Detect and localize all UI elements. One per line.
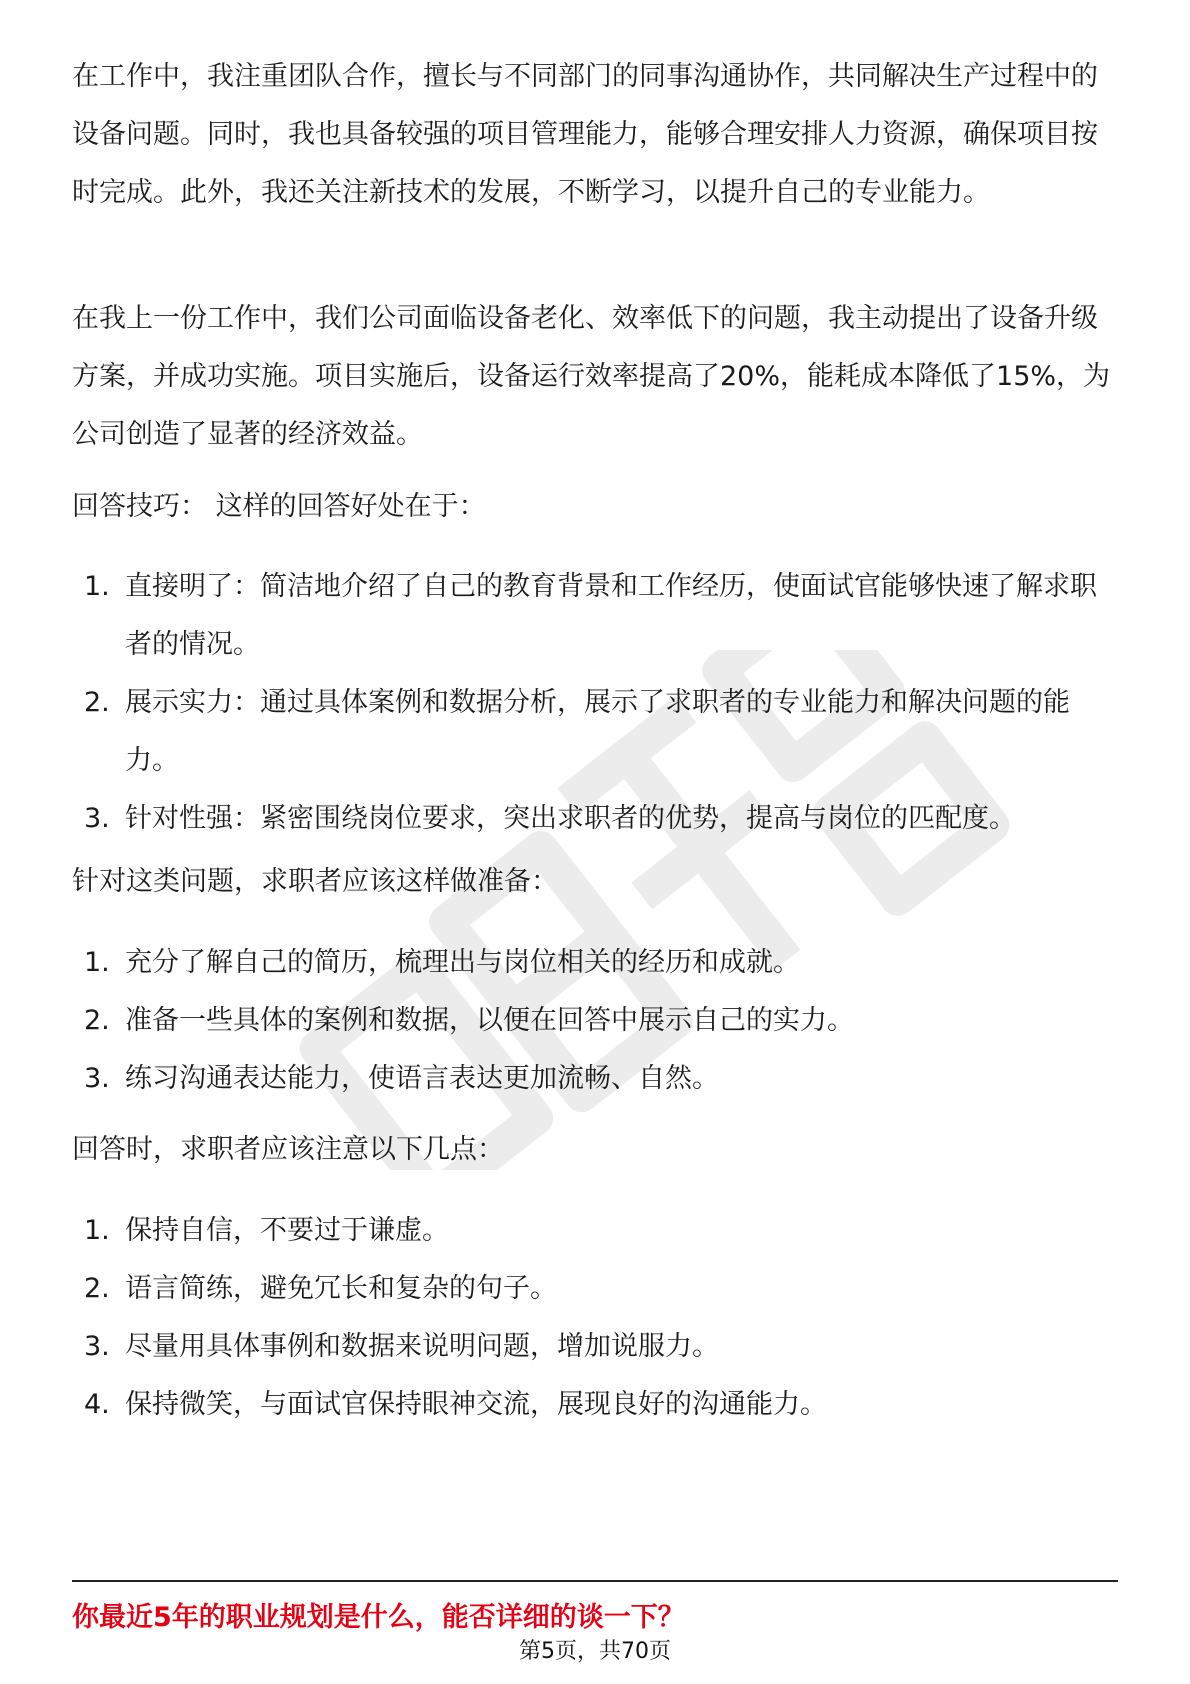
list-number: 2. <box>84 1273 110 1304</box>
list-number: 3. <box>84 1063 110 1094</box>
list-item <box>72 1260 1118 1318</box>
list-text: 充分了解自己的简历，梳理出与岗位相关的经历和成就。 <box>125 947 800 978</box>
list-item <box>72 1050 1118 1108</box>
tips-list <box>72 558 1118 848</box>
prep-list <box>72 934 1118 1108</box>
notes-heading: 回答时，求职者应该注意以下几点： <box>72 1134 504 1165</box>
list-text: 保持微笑，与面试官保持眼神交流，展现良好的沟通能力。 <box>125 1389 827 1420</box>
tips-heading: 回答技巧： 这样的回答好处在于： <box>72 491 486 522</box>
list-item <box>72 790 1118 848</box>
list-number: 3. <box>84 803 110 834</box>
list-number: 2. <box>84 1005 110 1036</box>
list-text: 准备一些具体的案例和数据，以便在回答中展示自己的实力。 <box>125 1005 854 1036</box>
list-number: 4. <box>84 1389 110 1420</box>
list-item <box>72 1318 1118 1376</box>
notes-list <box>72 1202 1118 1434</box>
list-item <box>72 934 1118 992</box>
paragraph-achievement: 在我上一份工作中，我们公司面临设备老化、效率低下的问题，我主动提出了设备升级方案，并成功实施。项目实施后，设备运行效率提高了20%，能耗成本降低了15%，为公司创造了显著的经济效益。 <box>72 303 1111 450</box>
list-text: 尽量用具体事例和数据来说明问题，增加说服力。 <box>125 1331 719 1362</box>
prep-heading: 针对这类问题，求职者应该这样做准备： <box>72 866 558 897</box>
paragraph-teamwork: 在工作中，我注重团队合作，擅长与不同部门的同事沟通协作，共同解决生产过程中的设备问题。同时，我也具备较强的项目管理能力，能够合理安排人力资源，确保项目按时完成。此外，我还关注新技术的发展，不断学习，以提升自己的专业能力。 <box>72 61 1098 208</box>
list-text: 语言简练，避免冗长和复杂的句子。 <box>125 1273 557 1304</box>
list-item <box>72 1376 1118 1434</box>
list-text: 练习沟通表达能力，使语言表达更加流畅、自然。 <box>125 1063 719 1094</box>
list-item <box>72 674 1118 790</box>
list-number: 2. <box>84 687 110 718</box>
list-text: 保持自信，不要过于谦虚。 <box>125 1215 449 1246</box>
list-number: 3. <box>84 1331 110 1362</box>
list-number: 1. <box>84 947 110 978</box>
list-item <box>72 992 1118 1050</box>
list-text: 直接明了：简洁地介绍了自己的教育背景和工作经历，使面试官能够快速了解求职者的情况。 <box>125 571 1097 660</box>
list-item <box>72 1202 1118 1260</box>
list-number: 1. <box>84 1215 110 1246</box>
list-text: 展示实力：通过具体案例和数据分析，展示了求职者的专业能力和解决问题的能力。 <box>125 687 1070 776</box>
list-number: 1. <box>84 571 110 602</box>
list-text: 针对性强：紧密围绕岗位要求，突出求职者的优势，提高与岗位的匹配度。 <box>125 803 1016 834</box>
next-question-heading: 你最近5年的职业规划是什么，能否详细的谈一下？ <box>72 1602 685 1633</box>
section-divider <box>72 1580 1118 1582</box>
page-number: 第5页，共70页 <box>519 1639 671 1664</box>
list-item <box>72 558 1118 674</box>
